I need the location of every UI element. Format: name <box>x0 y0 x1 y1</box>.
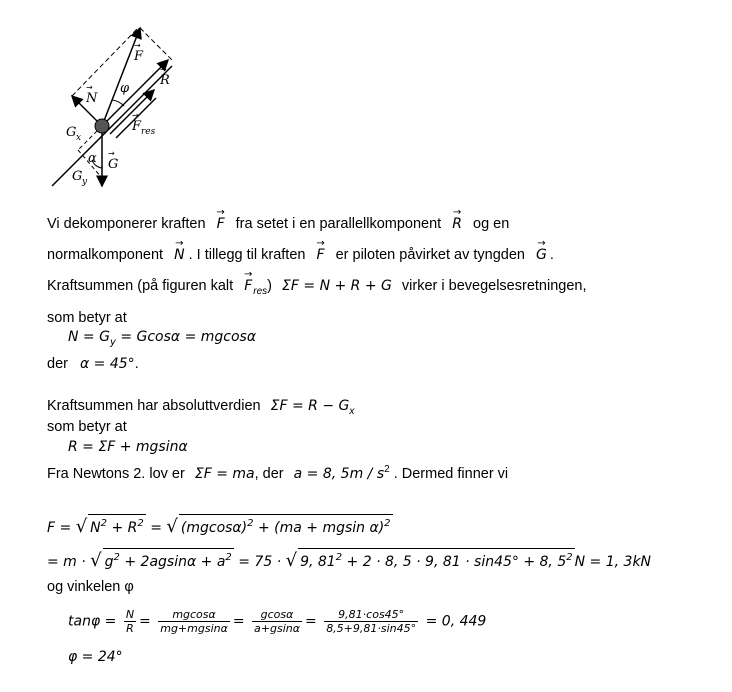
svg-text:→: → <box>108 149 115 158</box>
label-gy: G <box>72 169 83 184</box>
label-gx: G <box>66 125 77 140</box>
paragraph-line-7: Kraftsummen har absoluttverdien $\Sigma F = R - G_x$ <box>47 398 355 417</box>
math-sum-f: ΣF = N + R + G <box>282 278 392 294</box>
svg-text:y: y <box>82 177 88 187</box>
svg-text:→: → <box>134 41 141 50</box>
paragraph-line-3: Kraftsummen (på figuren kalt → $F_{res}$) ΣF = N + R + G virker i bevegelsesretningen, <box>47 277 587 301</box>
paragraph-line-2: normalkomponent → N . I tillegg til kraften → F er piloten påvirket av tyngden → G . <box>47 246 554 264</box>
svg-text:x: x <box>76 133 82 143</box>
equation-phi-result: φ = 24° <box>68 649 123 665</box>
equation-tan-phi: tanφ = $\frac{N}{R}$ = $\frac{mgcos\alpha}{mg+mgsin\alpha}$ = $\frac{gcos\alpha}{a+gsin\alpha}$ = $\frac{9,81\cdot\cos 45^\circ}{8,5+9,81\cdot\sin 45^\circ}$ = 0, 449 <box>68 608 487 635</box>
math-vec-r: → R <box>451 215 463 233</box>
math-vec-n: → N <box>173 246 185 264</box>
paragraph-line-1: Vi dekomponerer kraften → F fra setet i en parallellkomponent → R og en <box>47 215 509 233</box>
paragraph-line-8: som betyr at <box>47 419 127 435</box>
math-vec-f2: → F <box>315 246 325 264</box>
equation-n: $N = G_y = Gcos\alpha = mgcos\alpha$ <box>68 329 257 348</box>
equation-f-magnitude: F = √ $N^2 + R^2$ = √ $(mgcos\alpha)^2 + (ma + mgsin$ α)$^2$ <box>47 516 391 537</box>
math-vec-fres: → F <box>243 277 253 295</box>
label-n: N <box>86 91 98 106</box>
force-diagram <box>40 18 240 218</box>
paragraph-line-6: der α = 45°. <box>47 356 139 372</box>
paragraph-line-13: og vinkelen φ <box>47 579 134 595</box>
label-r: R <box>160 73 170 88</box>
label-f: F <box>134 49 144 64</box>
label-alpha: α <box>88 151 97 166</box>
paragraph-line-4: som betyr at <box>47 310 127 326</box>
equation-r: R = ΣF + mgsinα <box>68 439 188 455</box>
label-fres: F <box>132 119 142 134</box>
label-g: G <box>108 157 119 172</box>
equation-f-numeric: = m · √ $g^2 + 2agsin\alpha + a^2 = 75$ · √ 9, $81^2 + 2 \cdot 8$, 5 · 9, 81 · sin45° + 8, $5^2$ N = 1, 3kN <box>47 550 652 571</box>
svg-text:→: → <box>132 111 139 120</box>
paragraph-line-10: Fra Newtons 2. lov er ΣF = ma, der a = 8, $5m / s^2$ . Dermed finner vi <box>47 464 509 482</box>
pilot-ball <box>95 119 109 133</box>
math-vec-g: → G <box>535 246 548 264</box>
equation-acceleration: a = 8, 5m / s <box>293 466 385 482</box>
svg-text:→: → <box>160 65 167 74</box>
label-phi: φ <box>120 81 130 96</box>
svg-text:res: res <box>141 127 156 137</box>
equation-newton: ΣF = ma <box>194 466 255 482</box>
svg-text:→: → <box>86 83 93 92</box>
math-vec-f: → F <box>216 215 226 233</box>
equation-sum-abs: ΣF = R − G <box>270 398 350 414</box>
